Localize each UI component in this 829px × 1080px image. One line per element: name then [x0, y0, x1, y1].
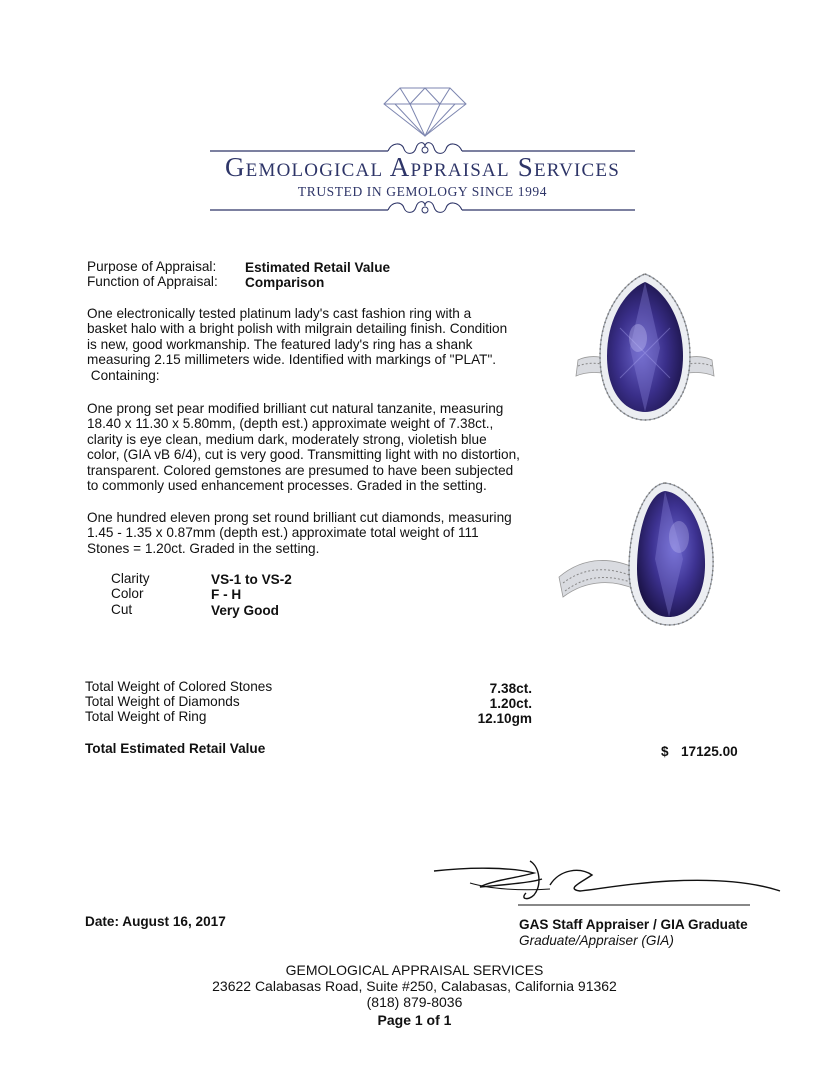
total-diamonds-value: 1.20ct. [489, 696, 532, 711]
tanzanite-description [87, 401, 520, 493]
description-line: Stones = 1.20ct. Graded in the setting. [87, 540, 320, 556]
function-label: Function of Appraisal: [87, 274, 218, 289]
description-line: basket halo with a bright polish with milgrain detailing finish. Condition [87, 321, 508, 337]
appraiser-subtitle: Graduate/Appraiser (GIA) [519, 933, 674, 948]
purpose-value: Estimated Retail Value [245, 260, 391, 275]
grade-label-clarity: Clarity [111, 571, 150, 586]
grade-value-clarity: VS-1 to VS-2 [211, 572, 292, 587]
description-line: transparent. Colored gemstones are presumed to have been subjected [87, 462, 514, 478]
appraiser-title: GAS Staff Appraiser / GIA Graduate [519, 917, 748, 932]
total-ring-weight-label: Total Weight of Ring [85, 709, 207, 724]
description-line: 18.40 x 11.30 x 5.80mm, (depth est.) approximate weight of 7.38ct., [87, 416, 494, 432]
appraiser-signature-image [430, 855, 790, 915]
diamonds-description [87, 510, 512, 556]
description-line: 1.45 - 1.35 x 0.87mm (depth est.) approximate total weight of 111 [87, 525, 479, 541]
description-line: color, (GIA vB 6/4), cut is very good. Transmitting light with no distortion, [87, 447, 520, 463]
purpose-label: Purpose of Appraisal: [87, 259, 217, 274]
grade-value-cut: Very Good [211, 603, 279, 618]
ring-side-view-image [555, 475, 725, 635]
total-ring-weight-value: 12.10gm [477, 711, 532, 726]
description-line: clarity is eye clean, medium dark, moderately strong, violetish blue [87, 431, 487, 447]
grade-label-cut: Cut [111, 602, 133, 617]
description-line: One prong set pear modified brilliant cut natural tanzanite, measuring [87, 401, 504, 416]
description-line: is new, good workmanship. The featured lady's ring has a shank [87, 336, 473, 352]
total-diamonds-label: Total Weight of Diamonds [85, 694, 240, 709]
grade-label-color: Color [111, 586, 144, 601]
description-line: Containing: [87, 367, 160, 383]
appraisal-date: Date: August 16, 2017 [85, 914, 226, 929]
ring-front-view-image [570, 268, 720, 428]
retail-value-label: Total Estimated Retail Value [85, 741, 266, 756]
retail-amount: 17125.00 [681, 744, 738, 759]
retail-currency: $ [661, 744, 669, 759]
diamond-logo-icon [384, 88, 466, 136]
company-tagline: TRUSTED IN GEMOLOGY SINCE 1994 [297, 184, 548, 199]
footer-address: 23622 Calabasas Road, Suite #250, Calabasas, California 91362 [212, 978, 617, 994]
function-value: Comparison [245, 275, 325, 290]
description-line: One hundred eleven prong set round brilliant cut diamonds, measuring [87, 510, 512, 525]
footer-phone: (818) 879-8036 [366, 994, 463, 1010]
footer-company: GEMOLOGICAL APPRAISAL SERVICES [285, 962, 544, 978]
total-colored-stones-label: Total Weight of Colored Stones [85, 679, 273, 694]
grade-value-color: F - H [211, 587, 242, 602]
bottom-scroll-divider [210, 202, 635, 213]
page-number: Page 1 of 1 [377, 1012, 452, 1028]
total-colored-stones-value: 7.38ct. [489, 681, 532, 696]
description-line: measuring 2.15 millimeters wide. Identified with markings of "PLAT". [87, 352, 497, 368]
ring-description [87, 306, 507, 383]
description-line: One electronically tested platinum lady's cast fashion ring with a [87, 306, 472, 321]
description-line: to commonly used enhancement processes. Graded in the setting. [87, 478, 487, 494]
company-logo-title: Gemological Appraisal Services [224, 152, 621, 182]
